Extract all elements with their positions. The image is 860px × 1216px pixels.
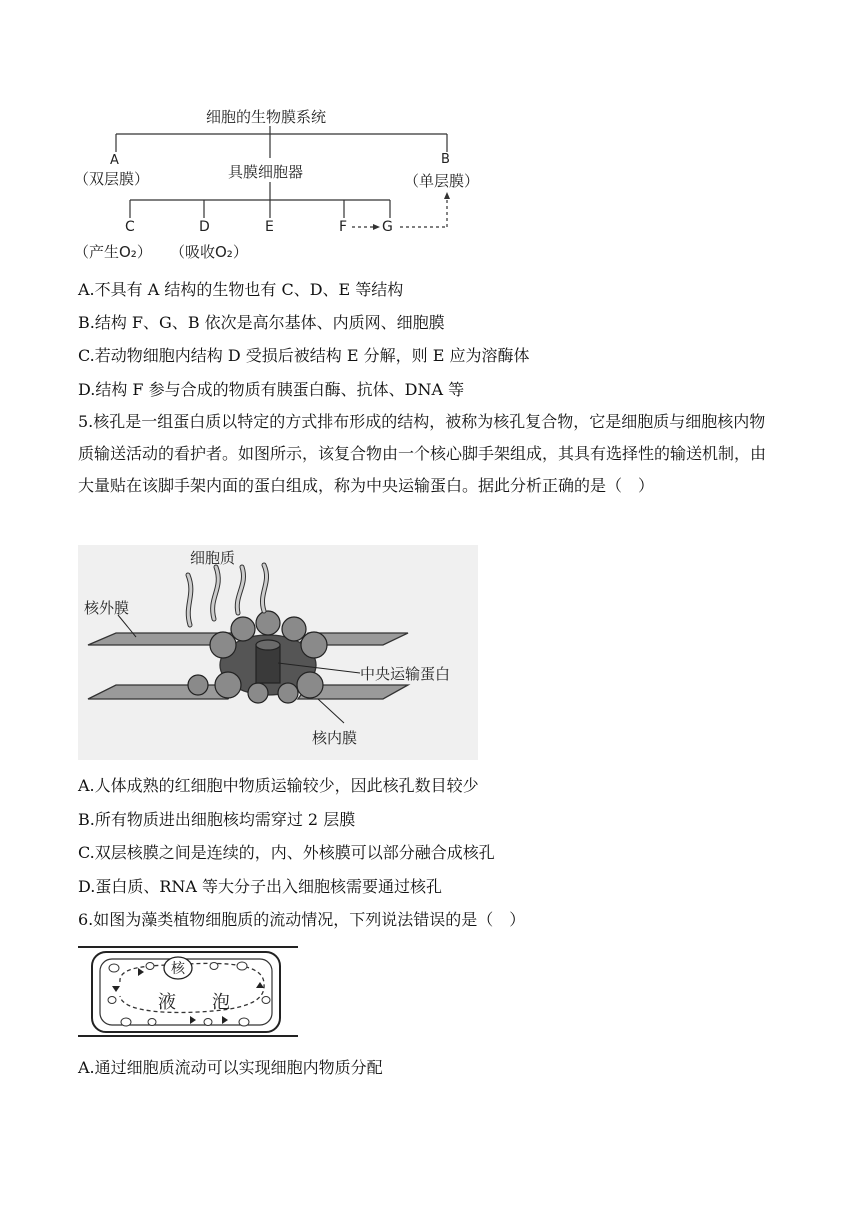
q4-option-c: C.若动物细胞内结构 D 受损后被结构 E 分解，则 E 应为溶酶体 xyxy=(78,346,530,365)
label-b-note: （单层膜） xyxy=(404,172,480,190)
label-central-transport-protein: 中央运输蛋白 xyxy=(360,665,451,683)
label-c: C xyxy=(125,219,135,235)
q4-option-d: D.结构 F 参与合成的物质有胰蛋白酶、抗体、DNA 等 xyxy=(78,380,465,399)
cytoplasm-streaming-illustration xyxy=(78,944,298,1040)
q6-option-a: A.通过细胞质流动可以实现细胞内物质分配 xyxy=(78,1058,383,1077)
q6-stem: 6.如图为藻类植物细胞质的流动情况，下列说法错误的是（ ） xyxy=(78,910,526,929)
label-a-note: （双层膜） xyxy=(74,170,150,188)
q4-option-a: A.不具有 A 结构的生物也有 C、D、E 等结构 xyxy=(78,280,404,299)
cytoplasm-streaming-diagram xyxy=(78,944,298,1040)
label-vacuole-1: 液 xyxy=(158,992,176,1013)
nuclear-pore-illustration xyxy=(78,545,478,760)
label-inner-membrane: 核内膜 xyxy=(312,729,358,747)
q5-option-c: C.双层核膜之间是连续的，内、外核膜可以部分融合成核孔 xyxy=(78,843,495,862)
label-d-note: （吸收O₂） xyxy=(170,243,248,261)
membrane-system-diagram xyxy=(70,100,510,270)
label-nucleus: 核 xyxy=(171,961,185,977)
organelle-middle-label: 具膜细胞器 xyxy=(228,163,304,181)
membrane-system-root: 细胞的生物膜系统 xyxy=(206,108,327,126)
q5-option-d: D.蛋白质、RNA 等大分子出入细胞核需要通过核孔 xyxy=(78,877,443,896)
label-a: A xyxy=(110,153,119,168)
q5-option-a: A.人体成熟的红细胞中物质运输较少，因此核孔数目较少 xyxy=(78,776,479,795)
label-vacuole-2: 泡 xyxy=(212,992,230,1013)
label-d: D xyxy=(199,219,210,235)
q4-option-b: B.结构 F、G、B 依次是高尔基体、内质网、细胞膜 xyxy=(78,313,445,332)
q5-option-b: B.所有物质进出细胞核均需穿过 2 层膜 xyxy=(78,810,356,829)
label-outer-membrane: 核外膜 xyxy=(84,599,130,617)
label-b: B xyxy=(441,152,450,167)
q5-stem: 5.核孔是一组蛋白质以特定的方式排布形成的结构，被称为核孔复合物，它是细胞质与细胞核内物质输送活动的看护者。如图所示，该复合物由一个核心脚手架组成，其具有选择性的输送机制，由大量贴在该脚手架内面的蛋白组成，称为中央运输蛋白。据此分析正确的是（ ） xyxy=(78,412,767,495)
label-f: F xyxy=(339,219,348,235)
label-g: G xyxy=(382,219,393,235)
nuclear-pore-diagram xyxy=(78,545,478,760)
label-cytoplasm: 细胞质 xyxy=(190,549,236,567)
label-e: E xyxy=(265,219,274,235)
label-c-note: （产生O₂） xyxy=(74,243,152,261)
